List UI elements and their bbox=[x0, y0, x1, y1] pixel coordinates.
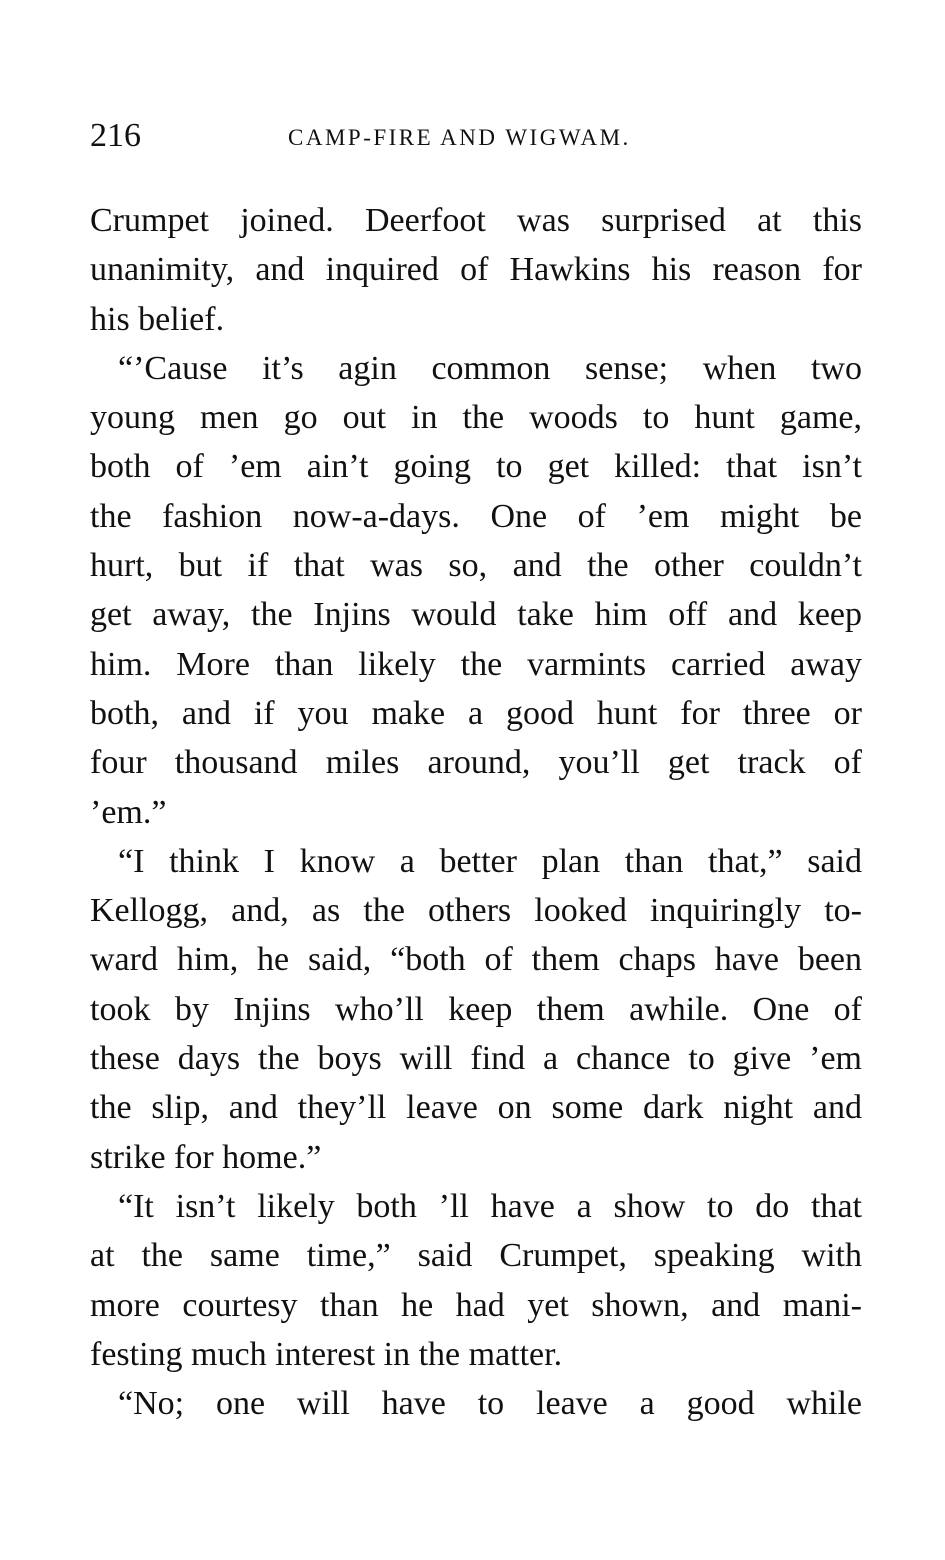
text-line: both of ’em ain’t going to get killed: that isn’t bbox=[90, 448, 862, 486]
text-line: “No; one will have to leave a good while bbox=[118, 1385, 862, 1423]
text-line: him. More than likely the varmints carried away bbox=[90, 645, 862, 683]
text-line: the fashion now-a-days. One of ’em might be bbox=[90, 497, 862, 535]
text-line: get away, the Injins would take him off and keep bbox=[90, 596, 862, 634]
text-line: both, and if you make a good hunt for three or bbox=[90, 694, 862, 732]
text-line: Crumpet joined. Deerfoot was surprised at this bbox=[90, 202, 862, 239]
running-title: CAMP-FIRE AND WIGWAM. bbox=[288, 125, 631, 150]
text-line: ward him, he said, “both of them chaps have been bbox=[90, 941, 862, 979]
text-line: four thousand miles around, you’ll get track of bbox=[90, 744, 862, 782]
running-head bbox=[90, 112, 860, 160]
text-line: unanimity, and inquired of Hawkins his reason for bbox=[90, 251, 862, 289]
text-line: the slip, and they’ll leave on some dark night and bbox=[90, 1089, 862, 1127]
text-line: at the same time,” said Crumpet, speaking with bbox=[90, 1237, 862, 1275]
text-line: more courtesy than he had yet shown, and mani- bbox=[90, 1286, 862, 1324]
text-line: Kellogg, and, as the others looked inquiringly to- bbox=[90, 892, 862, 930]
text-line: these days the boys will find a chance to give ’em bbox=[90, 1040, 862, 1078]
text-line: took by Injins who’ll keep them awhile. One of bbox=[90, 990, 862, 1028]
body-text bbox=[90, 196, 862, 1428]
text-line: “It isn’t likely both ’ll have a show to do that bbox=[118, 1187, 862, 1225]
text-line: hurt, but if that was so, and the other couldn’t bbox=[90, 547, 862, 585]
text-line: “’Cause it’s agin common sense; when two bbox=[118, 349, 862, 387]
text-line: “I think I know a better plan than that,” said bbox=[118, 842, 862, 880]
text-line: his belief. bbox=[90, 300, 225, 338]
text-line: ’em.” bbox=[90, 793, 167, 831]
text-line: festing much interest in the matter. bbox=[90, 1335, 563, 1373]
text-line: strike for home.” bbox=[90, 1138, 322, 1176]
page-number: 216 bbox=[90, 117, 141, 154]
text-line: young men go out in the woods to hunt game, bbox=[90, 399, 862, 437]
